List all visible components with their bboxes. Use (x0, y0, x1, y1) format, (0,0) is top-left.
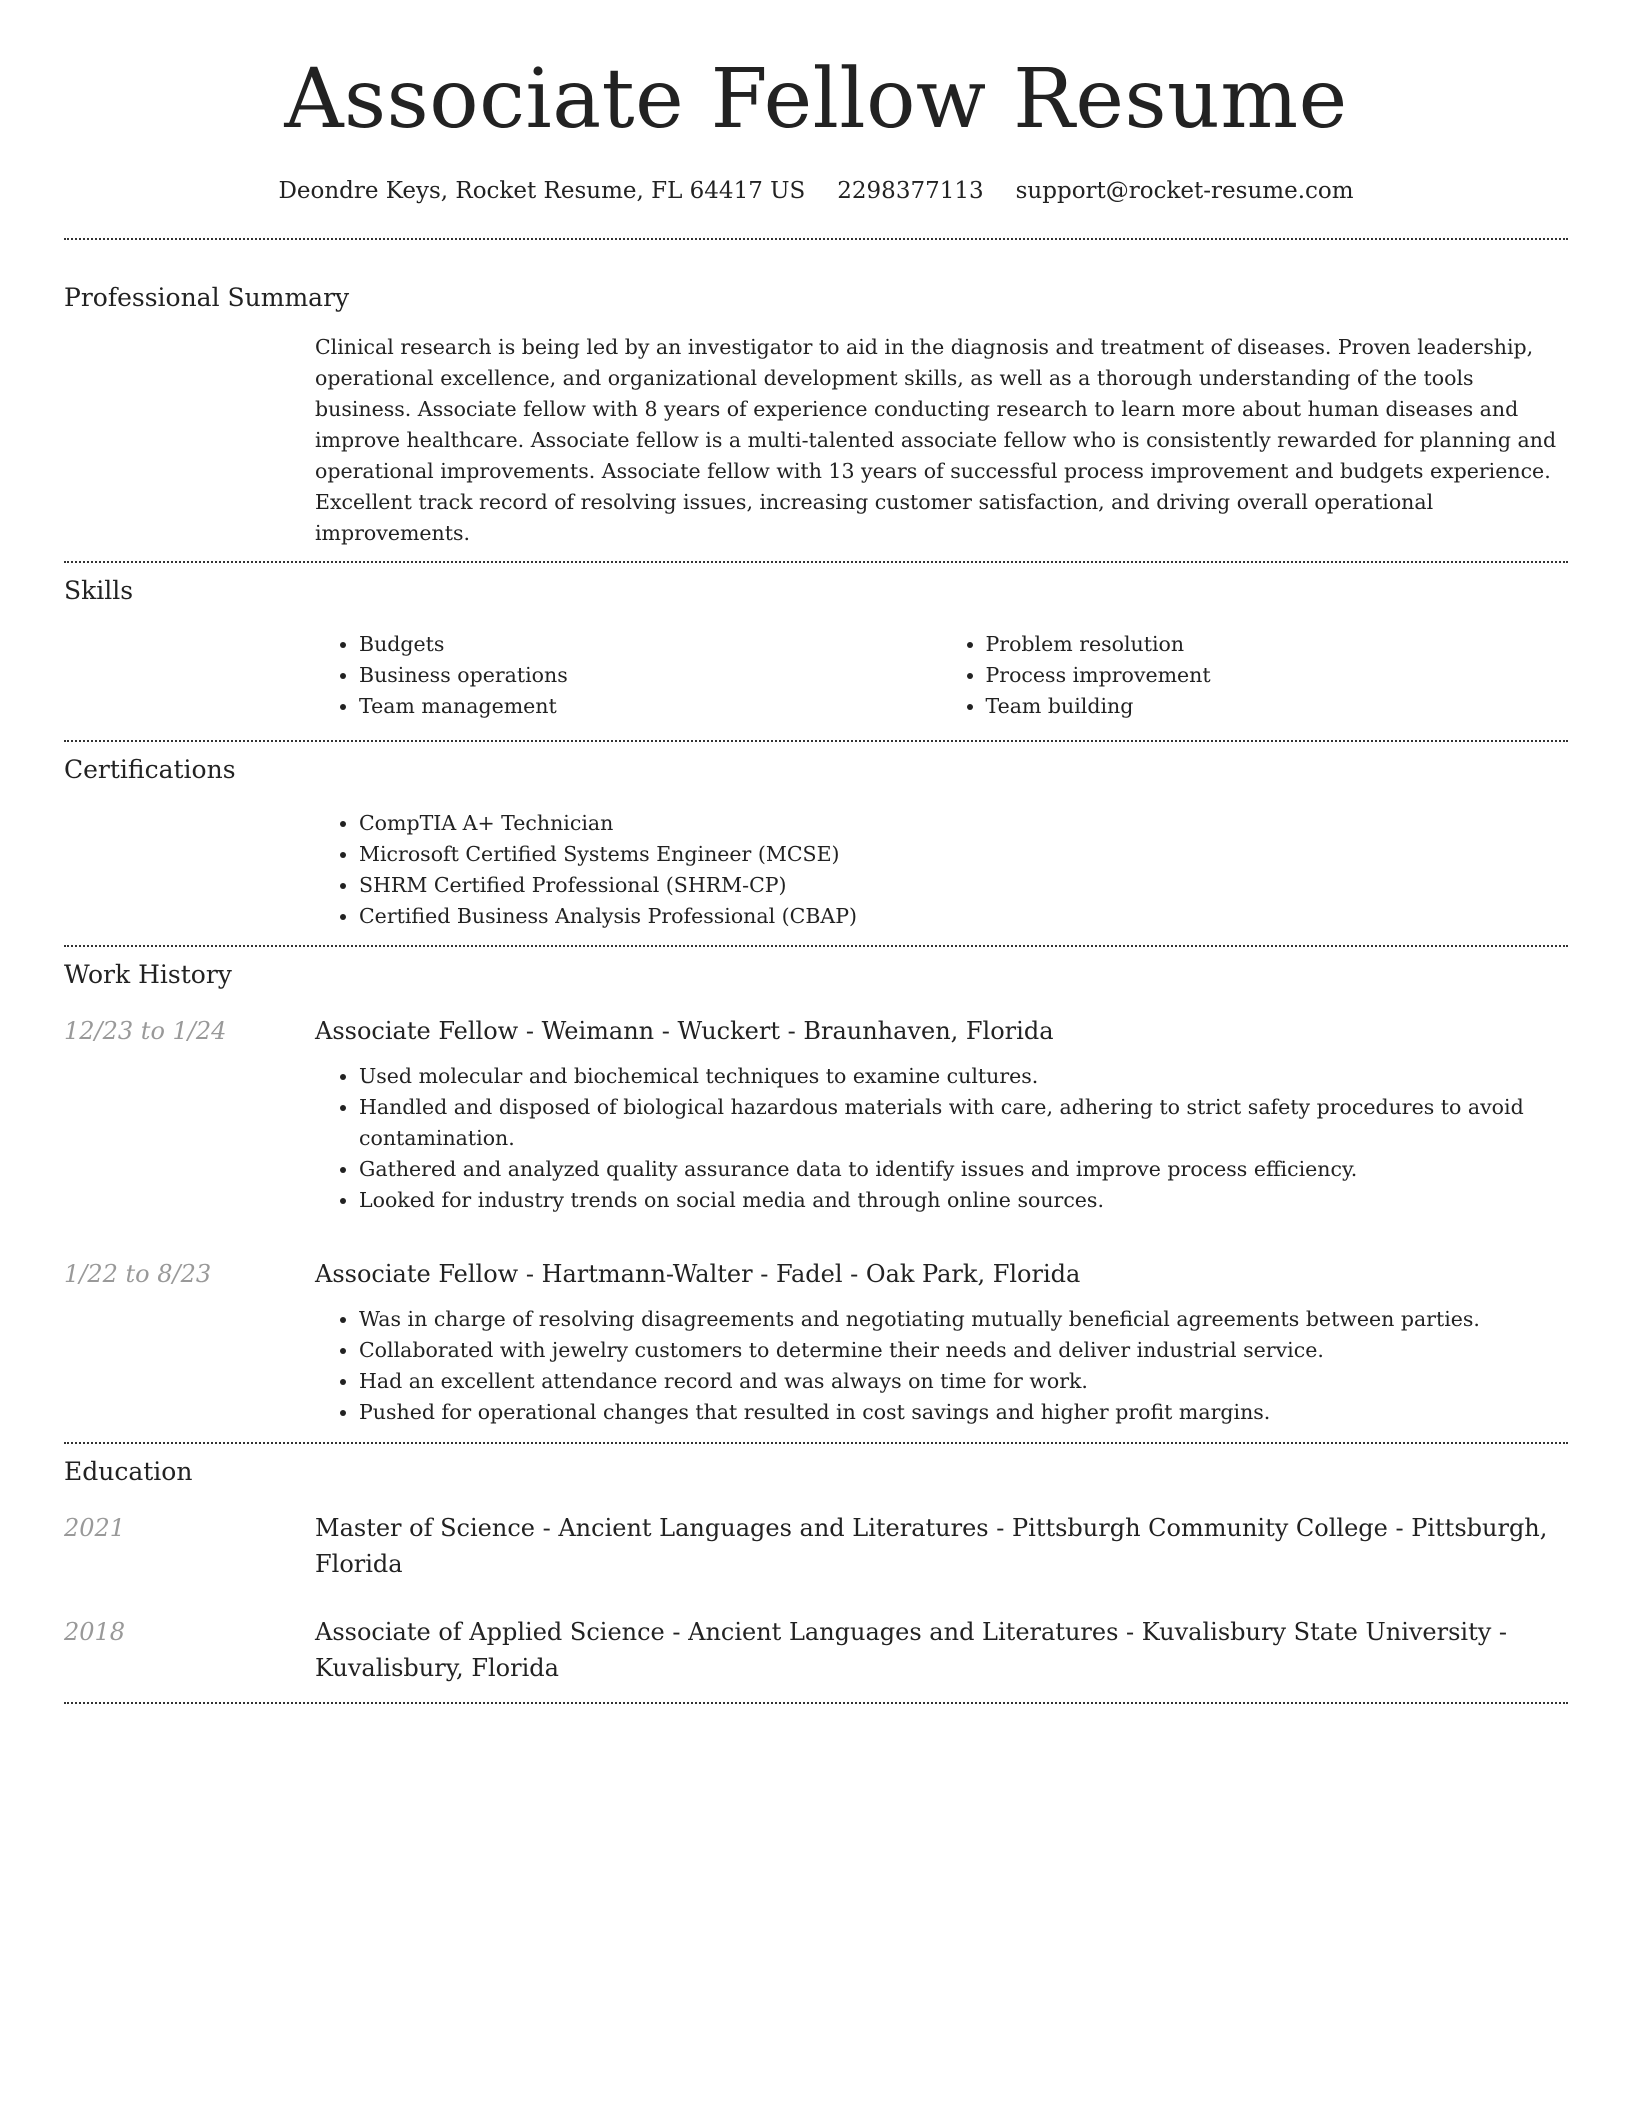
job-bullet: • Collaborated with jewelry customers to determine their needs and deliver industrial service. (359, 1335, 1568, 1366)
education-school: - Pittsburgh Community College - Pittsburgh, Florida (315, 1514, 1548, 1578)
job-bullet: • Pushed for operational changes that resulted in cost savings and higher profit margins. (359, 1397, 1568, 1428)
job-heading (315, 1256, 1568, 1292)
contact-phone: 2298377113 (837, 178, 984, 204)
skill-item: • Budgets (359, 629, 942, 660)
work-history-heading: Work History (64, 960, 232, 989)
certification-item: • CompTIA A+ Technician (359, 808, 1568, 839)
summary-section (64, 240, 1568, 549)
job-body (315, 1304, 1568, 1428)
job-bullet: • Had an excellent attendance record and was always on time for work. (359, 1366, 1568, 1397)
education-entry (64, 1614, 1568, 1686)
job-role: Associate Fellow (315, 1017, 519, 1045)
education-degree: Associate of Applied Science - Ancient Languages and Literatures (315, 1618, 1119, 1646)
section-divider (64, 1702, 1568, 1704)
job-dates: 1/22 to 8/23 (64, 1260, 212, 1288)
certifications-body (315, 808, 1568, 932)
education-section (64, 1444, 1568, 1686)
skill-item: • Business operations (359, 660, 942, 691)
education-heading-line (315, 1510, 1568, 1582)
certifications-list (315, 808, 1568, 932)
job-body (315, 1061, 1568, 1216)
job-bullet: • Handled and disposed of biological hazardous materials with care, adhering to strict safety procedures to avoid contamination. (359, 1092, 1568, 1154)
resume-title: Associate Fellow Resume (284, 52, 1348, 147)
job-entry (64, 1013, 1568, 1216)
certification-item: • Microsoft Certified Systems Engineer (MCSE) (359, 839, 1568, 870)
skill-item: • Problem resolution (986, 629, 1569, 660)
summary-body (315, 332, 1568, 549)
education-year: 2021 (64, 1514, 126, 1542)
resume-page (64, 0, 1568, 1704)
certification-item: • SHRM Certified Professional (SHRM-CP) (359, 870, 1568, 901)
skills-section (64, 563, 1568, 722)
contact-email: support@rocket-resume.com (1015, 178, 1354, 204)
skill-item: • Team building (986, 691, 1569, 722)
contact-address: Deondre Keys, Rocket Resume, FL 64417 US (278, 178, 806, 204)
skills-grid (315, 629, 1568, 722)
job-bullet: • Looked for industry trends on social media and through online sources. (359, 1185, 1568, 1216)
job-heading (315, 1013, 1568, 1049)
education-year: 2018 (64, 1618, 126, 1646)
skills-list-right (942, 629, 1569, 722)
skills-heading: Skills (64, 576, 134, 605)
skill-item: • Team management (359, 691, 942, 722)
education-entry (64, 1510, 1568, 1582)
job-employer: - Weimann - Wuckert - Braunhaven, Florida (518, 1017, 1054, 1045)
contact-line (64, 176, 1568, 206)
job-bullet: • Was in charge of resolving disagreements and negotiating mutually beneficial agreements between parties. (359, 1304, 1568, 1335)
job-bullet: • Gathered and analyzed quality assurance data to identify issues and improve process efficiency. (359, 1154, 1568, 1185)
summary-text: Clinical research is being led by an investigator to aid in the diagnosis and treatment of diseases. Proven leadership, operational excellence, and organizational development skills, as well as a thorough understanding of the tools business. Associate fellow with 8 years of experience conducting research to learn more about human diseases and improve healthcare. Associate fellow is a multi-talented associate fellow who is consistently rewarded for planning and operational improvements. Associate fellow with 13 years of successful process improvement and budgets experience. Excellent track record of resolving issues, increasing customer satisfaction, and driving overall operational improvements. (315, 335, 1557, 545)
job-bullet: • Used molecular and biochemical techniques to examine cultures. (359, 1061, 1568, 1092)
skill-item: • Process improvement (986, 660, 1569, 691)
job-dates: 12/23 to 1/24 (64, 1017, 227, 1045)
job-bullets (315, 1061, 1568, 1216)
education-school: - Kuvalisbury State University - Kuvalisbury, Florida (315, 1618, 1508, 1682)
education-heading-line (315, 1614, 1568, 1686)
job-bullets (315, 1304, 1568, 1428)
job-employer: - Hartmann-Walter - Fadel - Oak Park, Florida (518, 1260, 1081, 1288)
education-heading: Education (64, 1457, 193, 1486)
certifications-section (64, 742, 1568, 932)
certification-item: • Certified Business Analysis Professional (CBAP) (359, 901, 1568, 932)
skills-list-left (315, 629, 942, 722)
education-degree: Master of Science - Ancient Languages and Literatures (315, 1514, 989, 1542)
summary-heading: Professional Summary (64, 283, 350, 312)
certifications-heading: Certifications (64, 755, 236, 784)
job-entry (64, 1256, 1568, 1428)
job-role: Associate Fellow (315, 1260, 519, 1288)
work-history-section (64, 947, 1568, 1428)
